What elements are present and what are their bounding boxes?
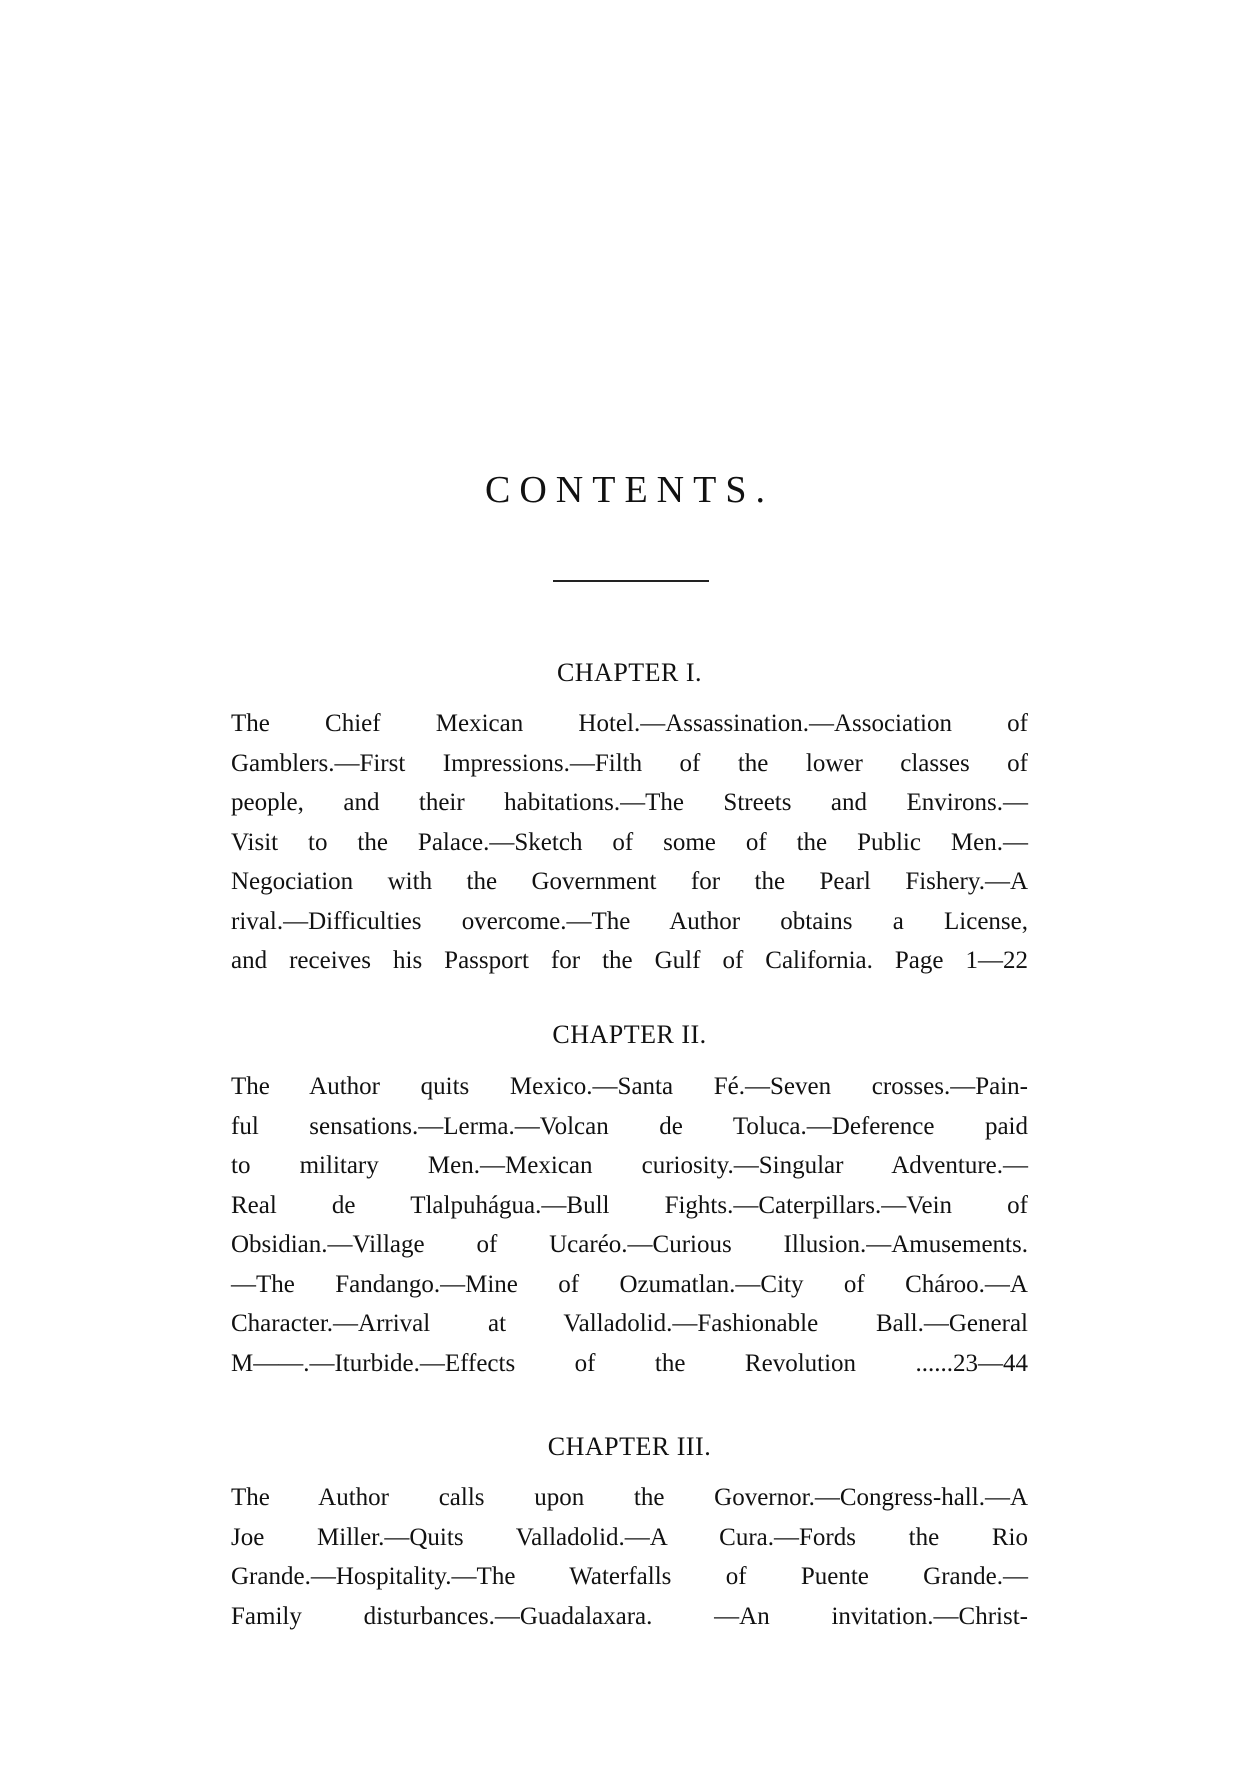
summary-line: The Chief Mexican Hotel.—Assassination.—Association of — [231, 710, 1028, 737]
summary-line: M——.—Iturbide.—Effects of the Revolution ......23—44 — [231, 1349, 1028, 1377]
chapter-summary — [231, 704, 1028, 981]
summary-line: rival.—Difficulties overcome.—The Author obtains a License, — [231, 907, 1028, 935]
chapter-heading: CHAPTER III. — [547, 1432, 712, 1461]
summary-line: Real de Tlalpuhágua.—Bull Fights.—Caterpillars.—Vein of — [231, 1191, 1028, 1219]
summary-line: Character.—Arrival at Valladolid.—Fashionable Ball.—General — [231, 1310, 1028, 1337]
title-divider — [553, 580, 709, 582]
chapter-heading: CHAPTER I. — [556, 658, 703, 687]
chapter-summary — [231, 1478, 1028, 1636]
summary-line: Gamblers.—First Impressions.—Filth of the lower classes of — [231, 749, 1028, 777]
summary-line: —The Fandango.—Mine of Ozumatlan.—City of Chároo.—A — [231, 1270, 1028, 1298]
summary-line: to military Men.—Mexican curiosity.—Singular Adventure.— — [231, 1152, 1028, 1179]
summary-line: Visit to the Palace.—Sketch of some of the Public Men.— — [231, 828, 1028, 856]
summary-line: The Author calls upon the Governor.—Congress-hall.—A — [231, 1484, 1028, 1511]
summary-line: Negociation with the Government for the Pearl Fishery.—A — [231, 868, 1028, 895]
page-title: CONTENTS. — [485, 469, 774, 511]
summary-line: people, and their habitations.—The Streets and Environs.— — [231, 789, 1028, 816]
chapter-heading: CHAPTER II. — [552, 1020, 707, 1049]
summary-line: ful sensations.—Lerma.—Volcan de Toluca.—Deference paid — [231, 1112, 1028, 1140]
summary-line: Joe Miller.—Quits Valladolid.—A Cura.—Fords the Rio — [231, 1523, 1028, 1551]
summary-line: Family disturbances.—Guadalaxara. —An invitation.—Christ- — [231, 1602, 1028, 1630]
summary-line: and receives his Passport for the Gulf of California. Page 1—22 — [231, 947, 1028, 974]
chapter-summary — [231, 1067, 1028, 1383]
summary-line: Grande.—Hospitality.—The Waterfalls of Puente Grande.— — [231, 1563, 1028, 1590]
summary-line: The Author quits Mexico.—Santa Fé.—Seven crosses.—Pain- — [231, 1073, 1028, 1100]
summary-line: Obsidian.—Village of Ucaréo.—Curious Illusion.—Amusements. — [231, 1231, 1028, 1258]
